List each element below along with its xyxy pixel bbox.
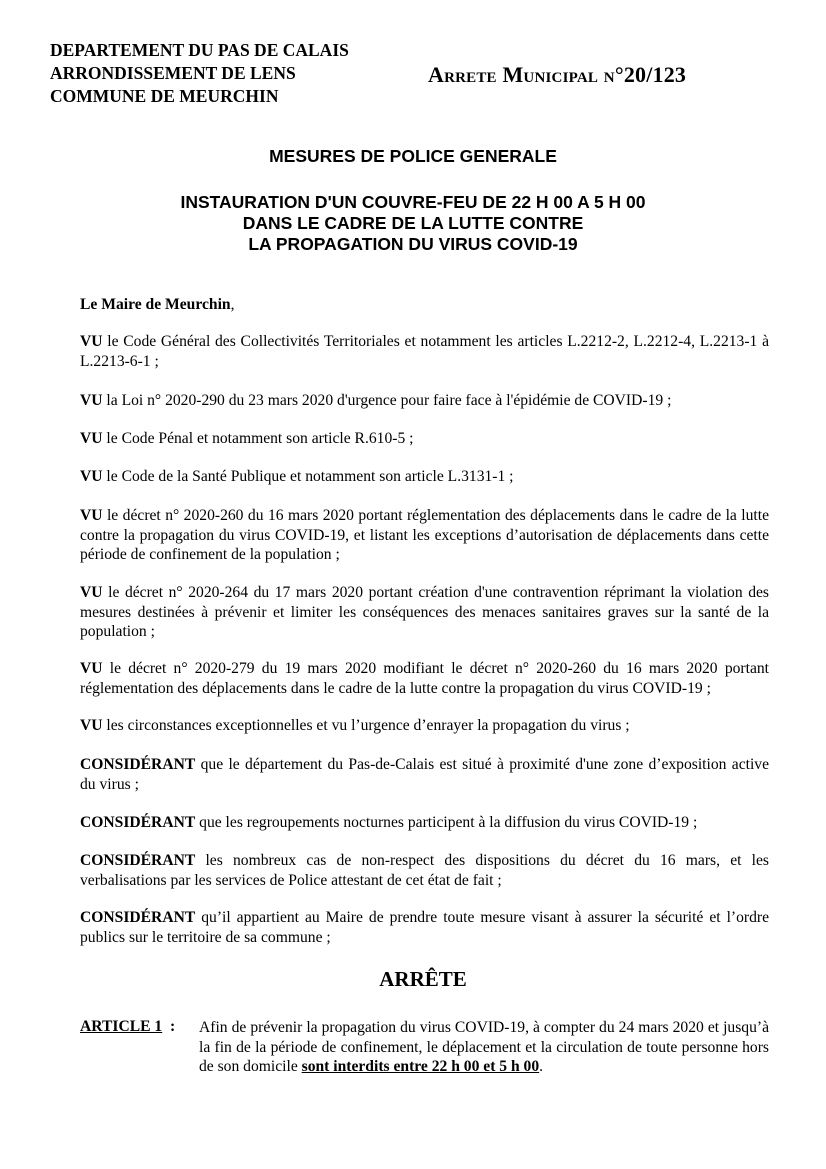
paragraph-lead: VU	[80, 392, 103, 409]
paragraph-text: le décret n° 2020-279 du 19 mars 2020 modifiant le décret n° 2020-260 du 16 mars 2020 portant réglementation des déplacements dans le cadre de la lutte contre la propagation du virus COVID-19 ;	[80, 660, 769, 697]
paragraph-lead: VU	[80, 660, 103, 677]
intro-punct: ,	[230, 296, 235, 313]
paragraph-text: le décret n° 2020-260 du 16 mars 2020 portant réglementation des déplacements dans le cadre de la lutte contre la propagation du virus COVID-19, et listant les exceptions d’autorisation de déplacements dans cette période de confinement de la population ;	[80, 507, 769, 563]
intro-mayor: Le Maire de Meurchin	[80, 296, 231, 313]
article-1-text	[199, 1018, 769, 1077]
intro-line	[80, 295, 769, 315]
subtitle-line-2: DANS LE CADRE DE LA LUTTE CONTRE	[242, 213, 584, 233]
arrondissement-line: ARRONDISSEMENT DE LENS	[50, 63, 296, 83]
article-1-end: .	[539, 1058, 544, 1075]
commune-line: COMMUNE DE MEURCHIN	[50, 86, 279, 106]
paragraph-1	[80, 391, 769, 411]
paragraph-5	[80, 583, 769, 642]
paragraph-text: le Code de la Santé Publique et notamment son article L.3131-1 ;	[102, 468, 514, 485]
article-1-emphasis: sont interdits entre 22 h 00 et 5 h 00	[301, 1058, 540, 1075]
paragraph-text: les circonstances exceptionnelles et vu l’urgence d’enrayer la propagation du virus ;	[102, 717, 630, 734]
paragraph-0	[80, 332, 769, 371]
paragraph-text: que les regroupements nocturnes participent à la diffusion du virus COVID-19 ;	[195, 814, 698, 831]
subtitle-line-1: INSTAURATION D'UN COUVRE-FEU DE 22 H 00 A 5 H 00	[180, 192, 646, 212]
paragraph-text: le décret n° 2020-264 du 17 mars 2020 portant création d'une contravention réprimant la violation des mesures destinées à prévenir et limiter les conséquences des menaces sanitaires graves sur la santé de la population ;	[80, 584, 769, 640]
paragraph-3	[80, 467, 769, 487]
paragraph-lead: VU	[80, 507, 103, 524]
paragraph-6	[80, 659, 769, 698]
paragraph-text: les nombreux cas de non-respect des dispositions du décret du 16 mars, et les verbalisations par les services de Police attestant de cet état de fait ;	[80, 852, 769, 889]
paragraph-lead: CONSIDÉRANT	[80, 852, 196, 869]
paragraph-lead: VU	[80, 717, 103, 734]
paragraph-lead: CONSIDÉRANT	[80, 814, 196, 831]
subtitle-line-3: LA PROPAGATION DU VIRUS COVID-19	[248, 234, 578, 254]
arrete-heading: ARRÊTE	[379, 967, 467, 991]
paragraph-lead: VU	[80, 430, 103, 447]
paragraph-text: qu’il appartient au Maire de prendre toute mesure visant à assurer la sécurité et l’ordre publics sur le territoire de sa commune ;	[80, 909, 769, 946]
subtitle-block	[0, 192, 826, 255]
paragraph-2	[80, 429, 769, 449]
paragraph-lead: CONSIDÉRANT	[80, 909, 196, 926]
paragraph-8	[80, 755, 769, 794]
administrative-header	[50, 39, 349, 108]
article-1-label: ARTICLE 1	[80, 1018, 163, 1035]
department-line: DEPARTEMENT DU PAS DE CALAIS	[50, 40, 349, 60]
paragraph-text: le Code Général des Collectivités Territoriales et notamment les articles L.2212-2, L.2212-4, L.2213-1 à L.2213-6-1 ;	[80, 333, 769, 370]
main-title: MESURES DE POLICE GENERALE	[269, 146, 557, 166]
paragraph-lead: CONSIDÉRANT	[80, 756, 196, 773]
paragraph-7	[80, 716, 769, 736]
paragraph-11	[80, 908, 769, 947]
paragraph-lead: VU	[80, 468, 103, 485]
article-1-body: Afin de prévenir la propagation du virus COVID-19, à compter du 24 mars 2020 et jusqu’à la fin de la période de confinement, le déplacement et la circulation de toute personne hors de son domicile	[199, 1019, 769, 1075]
paragraph-text: le Code Pénal et notamment son article R.610-5 ;	[102, 430, 414, 447]
paragraph-4	[80, 506, 769, 565]
paragraph-9	[80, 813, 769, 833]
paragraph-text: la Loi n° 2020-290 du 23 mars 2020 d'urgence pour faire face à l'épidémie de COVID-19 ;	[102, 392, 672, 409]
paragraph-10	[80, 851, 769, 890]
article-1-colon: :	[170, 1018, 176, 1035]
arrete-number: Arrete Municipal n°20/123	[428, 62, 687, 87]
paragraph-lead: VU	[80, 333, 103, 350]
paragraph-text: que le département du Pas-de-Calais est situé à proximité d'une zone d’exposition active du virus ;	[80, 756, 769, 793]
paragraph-lead: VU	[80, 584, 103, 601]
